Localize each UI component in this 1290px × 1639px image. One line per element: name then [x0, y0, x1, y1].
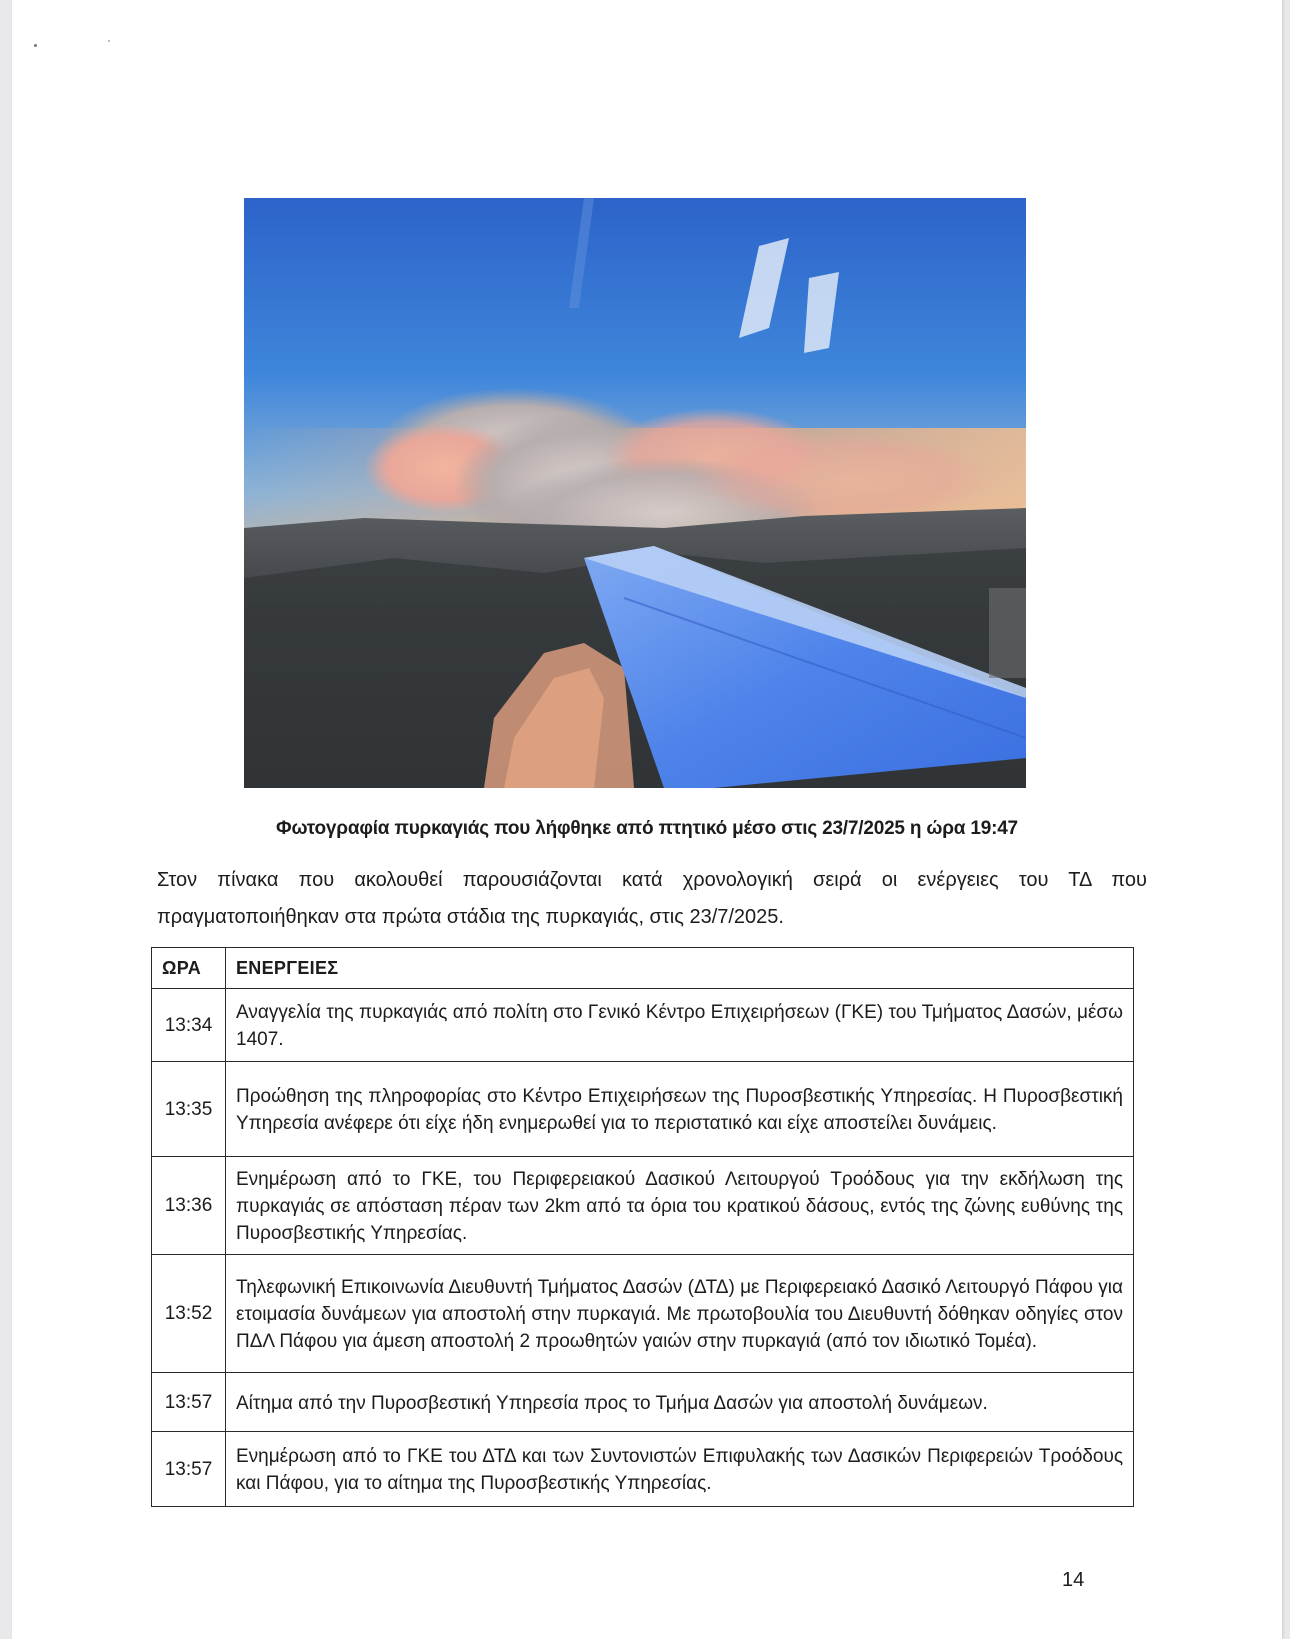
row-time: 13:57 [152, 1432, 226, 1507]
row-time: 13:57 [152, 1373, 226, 1432]
table-row [152, 1157, 1134, 1255]
row-time: 13:35 [152, 1062, 226, 1157]
row-action: Ενημέρωση από το ΓΚΕ του ΔΤΔ και των Συντονιστών Επιφυλακής των Δασικών Περιφερειών Τροόδους και Πάφου, για το αίτημα της Πυροσβεστικής Υπηρεσίας. [226, 1432, 1134, 1507]
table-row [152, 989, 1134, 1062]
table-row [152, 1432, 1134, 1507]
row-time: 13:52 [152, 1255, 226, 1373]
photo-caption: Φωτογραφία πυρκαγιάς που λήφθηκε από πτητικό μέσο στις 23/7/2025 η ώρα 19:47 [276, 818, 1018, 839]
table-row [152, 1255, 1134, 1373]
scan-speck [34, 44, 37, 47]
table-row [152, 1062, 1134, 1157]
intro-paragraph: Στον πίνακα που ακολουθεί παρουσιάζονται κατά χρονολογική σειρά οι ενέργειες του ΤΔ που πραγματοποιήθηκαν στα πρώτα στάδια της πυρκαγιάς, στις 23/7/2025. [157, 869, 1147, 928]
row-action: Προώθηση της πληροφορίας στο Κέντρο Επιχειρήσεων της Πυροσβεστικής Υπηρεσίας. Η Πυροσβεστική Υπηρεσία ανέφερε ότι είχε ήδη ενημερωθεί για το περιστατικό και είχε αποστείλει δυνάμεις. [226, 1062, 1134, 1157]
wildfire-aerial-photo [244, 198, 1026, 788]
document-page [12, 0, 1282, 1639]
table-row [152, 1373, 1134, 1432]
row-action: Αναγγελία της πυρκαγιάς από πολίτη στο Γενικό Κέντρο Επιχειρήσεων (ΓΚΕ) του Τμήματος Δασών, μέσω 1407. [226, 989, 1134, 1062]
wildfire-aerial-photo-illustration [244, 198, 1026, 788]
row-time: 13:34 [152, 989, 226, 1062]
actions-column-header: ΕΝΕΡΓΕΙΕΣ [226, 948, 1134, 989]
row-time: 13:36 [152, 1157, 226, 1255]
page-number: 14 [1062, 1569, 1085, 1591]
time-column-header: ΩΡΑ [152, 948, 226, 989]
row-action: Ενημέρωση από το ΓΚΕ, του Περιφερειακού Δασικού Λειτουργού Τροόδους για την εκδήλωση της πυρκαγιάς σε απόσταση πέραν των 2km από τα όρια του κρατικού δάσους, εντός της ζώνης ευθύνης της Πυροσβεστικής Υπηρεσίας. [226, 1157, 1134, 1255]
table-header-row [152, 948, 1134, 989]
row-action: Αίτημα από την Πυροσβεστική Υπηρεσία προς το Τμήμα Δασών για αποστολή δυνάμεων. [226, 1373, 1134, 1432]
row-action: Τηλεφωνική Επικοινωνία Διευθυντή Τμήματος Δασών (ΔΤΔ) με Περιφερειακό Δασικό Λειτουργό Πάφου για ετοιμασία δυνάμεων για αποστολή στην πυρκαγιά. Με πρωτοβουλία του Διευθυντή δόθηκαν οδηγίες στον ΠΔΛ Πάφου για άμεση αποστολή 2 προωθητών γαιών στην πυρκαγιά (από τον ιδιωτικό Τομέα). [226, 1255, 1134, 1373]
actions-timeline-table [151, 947, 1134, 1507]
scan-speck [108, 40, 110, 42]
